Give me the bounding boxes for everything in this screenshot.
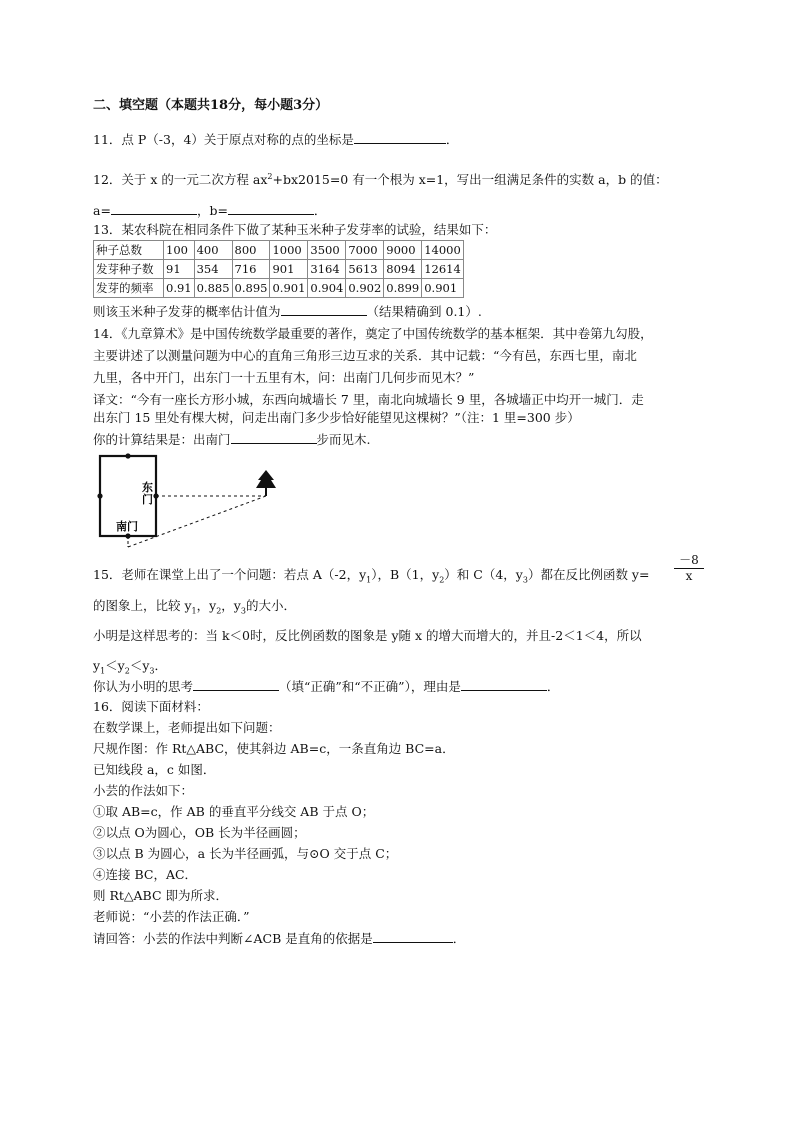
question-15-line-5: 你认为小明的思考 （填“正确”和“不正确”），理由是 ．: [93, 679, 560, 694]
table-cell: 5613: [346, 260, 384, 279]
question-16-line-4: 已知线段 a，c 如图．: [93, 762, 216, 777]
row-header: 发芽种子数: [94, 260, 164, 279]
tree-icon: [256, 470, 276, 496]
question-14-line-5: 出东门 15 里处有棵大树，问走出南门多少步恰好能望见这棵树？”（注：1 里=300 步）: [93, 410, 580, 425]
answer-blank-12b[interactable]: [228, 201, 314, 215]
question-14-line-4: 译文：“今有一座长方形小城，东西向城墙长 7 里，南北向城墙长 9 里，各城墙正中均开一城门．走: [93, 392, 644, 407]
table-row: [94, 279, 464, 298]
question-13-intro: 13．某农科院在相同条件下做了某种玉米种子发芽率的试验，结果如下：: [93, 222, 497, 237]
table-cell: 0.904: [308, 279, 346, 298]
table-cell: 0.899: [384, 279, 422, 298]
inverse-function-fraction: $\frac{-8}{x}$: [674, 551, 704, 583]
east-gate-label-1: 东: [142, 481, 153, 494]
answer-blank-15a[interactable]: [193, 677, 279, 691]
row-header: 发芽的频率: [94, 279, 164, 298]
question-15-line-4: $y_1<y_2<y_3$．: [93, 658, 167, 676]
answer-blank-15b[interactable]: [461, 677, 547, 691]
question-11: 11．点 P（-3，4）关于原点对称的点的坐标是 ．: [93, 132, 459, 147]
question-12: 12．关于 x 的一元二次方程 $ax^2+bx2015=0$ 有一个根为 x=1，写出一组满足条件的实数 a，b 的值：: [93, 171, 668, 187]
question-14-line-1: 14．《九章算术》是中国传统数学最重要的著作，奠定了中国传统数学的基本框架．其中卷第九勾股，: [93, 326, 653, 341]
question-16-step-1: ①取 AB=c，作 AB 的垂直平分线交 AB 于点 O；: [93, 804, 375, 819]
question-16-line-11: 老师说：“小芸的作法正确．”: [93, 909, 250, 924]
question-15-line-1: 15．老师在课堂上出了一个问题：若点 A（-2，$y_1$），B（1，$y_2$）和 C（4，$y_3$）都在反比例函数 y=: [93, 567, 650, 585]
table-cell: 0.902: [346, 279, 384, 298]
table-cell: 354: [194, 260, 232, 279]
question-15-line-3: 小明是这样思考的：当 k＜0时，反比例函数的图象是 y随 x 的增大而增大的，并且-2＜1＜4，所以: [93, 628, 642, 643]
table-cell: 14000: [422, 241, 464, 260]
table-cell: 1000: [270, 241, 308, 260]
question-16-step-2: ②以点 O为圆心，OB 长为半径画圆；: [93, 825, 306, 840]
question-14-line-2: 主要讲述了以测量问题为中心的直角三角形三边互求的关系．其中记载：“今有邑，东西七里，南北: [93, 348, 637, 363]
question-16-line-3: 尺规作图：作 Rt△ABC，使其斜边 AB=c，一条直角边 BC=a．: [93, 741, 455, 756]
question-14-line-3: 九里，各中开门，出东门一十五里有木，问：出南门几何步而见木？”: [93, 370, 475, 385]
city-tree-diagram: [90, 448, 290, 550]
table-cell: 8094: [384, 260, 422, 279]
question-16-step-3: ③以点 B 为圆心，a 长为半径画弧，与⊙O 交于点 C；: [93, 846, 398, 861]
table-cell: 716: [232, 260, 270, 279]
table-cell: 0.885: [194, 279, 232, 298]
answer-blank-11[interactable]: [354, 130, 446, 144]
table-cell: 0.91: [164, 279, 195, 298]
table-cell: 3164: [308, 260, 346, 279]
answer-blank-13[interactable]: [281, 302, 367, 316]
question-16-step-4: ④连接 BC，AC．: [93, 867, 198, 882]
answer-blank-14[interactable]: [231, 430, 317, 444]
question-16-line-5: 小芸的作法如下：: [93, 783, 194, 798]
answer-blank-16[interactable]: [373, 929, 453, 943]
question-12-answers: a= ，b= ．: [93, 203, 327, 218]
question-14-answer: 你的计算结果是：出南门 步而见木.: [93, 432, 371, 447]
table-cell: 3500: [308, 241, 346, 260]
north-gate-dot: [125, 453, 130, 458]
east-gate-label-2: 门: [142, 493, 153, 506]
table-cell: 901: [270, 260, 308, 279]
question-13-conclusion: 则该玉米种子发芽的概率估计值为 （结果精确到 0.1）.: [93, 304, 482, 319]
question-15-line-2: 的图象上，比较 $y_1$，$y_2$，$y_3$的大小．: [93, 598, 296, 616]
answer-blank-12a[interactable]: [111, 201, 197, 215]
section-title: 二、填空题（本题共18分，每小题3分）: [93, 98, 329, 113]
table-cell: 91: [164, 260, 195, 279]
table-row: [94, 241, 464, 260]
question-16-line-12: 请回答：小芸的作法中判断∠ACB 是直角的依据是 ．: [93, 931, 466, 946]
table-cell: 800: [232, 241, 270, 260]
germination-table: [93, 240, 464, 298]
table-cell: 0.895: [232, 279, 270, 298]
question-16-line-2: 在数学课上，老师提出如下问题：: [93, 720, 281, 735]
question-16-line-10: 则 Rt△ABC 即为所求．: [93, 888, 229, 903]
west-gate-dot: [97, 493, 102, 498]
table-cell: 0.901: [422, 279, 464, 298]
question-16-line-1: 16．阅读下面材料：: [93, 699, 209, 714]
table-cell: 12614: [422, 260, 464, 279]
row-header: 种子总数: [94, 241, 164, 260]
table-cell: 9000: [384, 241, 422, 260]
table-cell: 0.901: [270, 279, 308, 298]
table-cell: 100: [164, 241, 195, 260]
table-cell: 7000: [346, 241, 384, 260]
table-cell: 400: [194, 241, 232, 260]
table-row: [94, 260, 464, 279]
south-gate-label: 南门: [116, 520, 138, 533]
